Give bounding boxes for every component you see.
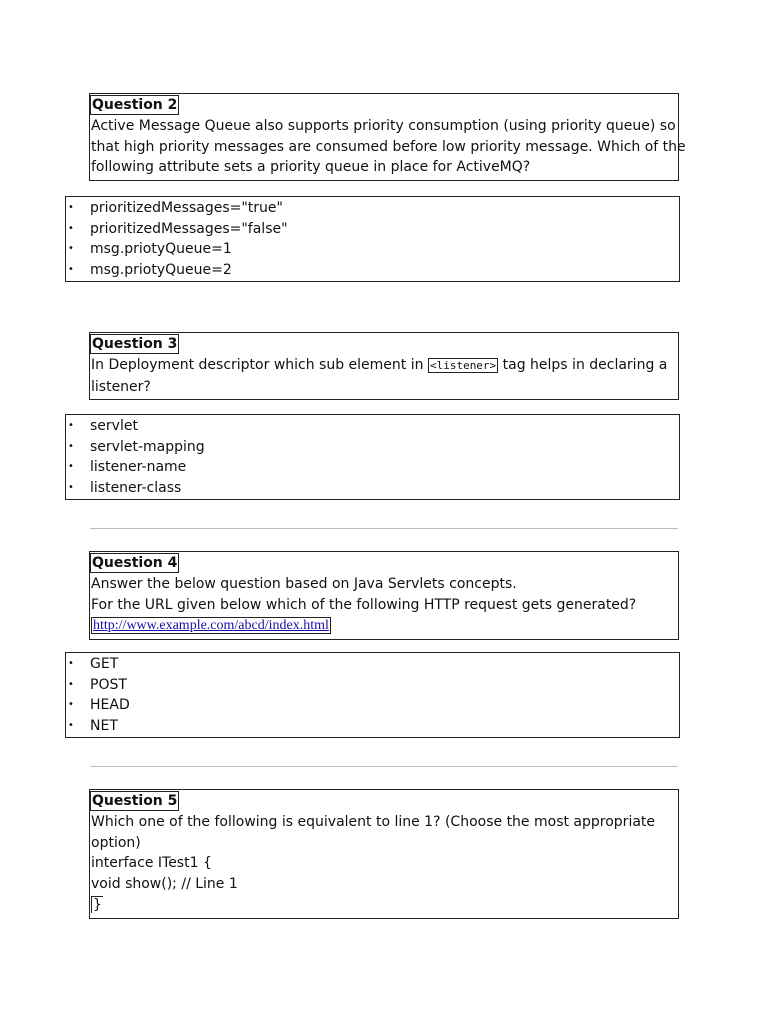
bullet-icon: • [68, 440, 74, 452]
option-label: servlet-mapping [90, 438, 205, 455]
question-text-line [90, 355, 678, 377]
question-text-line: Answer the below question based on Java Servlets concepts. [91, 575, 517, 592]
option-item[interactable] [66, 716, 679, 737]
bullet-icon: • [68, 719, 74, 731]
option-item[interactable] [66, 478, 679, 499]
bullet-icon: • [68, 481, 74, 493]
bullet-icon: • [68, 699, 74, 711]
option-label: listener-class [90, 479, 182, 496]
code-line [90, 895, 678, 916]
bullet-icon: • [68, 658, 74, 669]
listener-code-tag: <listener> [429, 358, 497, 372]
question-text-line: following attribute sets a priority queue in place for ActiveMQ? [91, 159, 531, 176]
question-text-line: Active Message Queue also supports priority consumption (using priority queue) so [91, 117, 676, 134]
option-label: msg.priotyQueue=1 [90, 241, 232, 258]
question-4-options [65, 652, 680, 738]
option-label: listener-name [90, 459, 187, 476]
option-label: HEAD [90, 697, 130, 714]
option-item[interactable] [66, 219, 679, 240]
question-2-box [89, 93, 686, 181]
question-text-line: Which one of the following is equivalent to line 1? (Choose the most appropriate [91, 813, 656, 830]
option-item[interactable] [66, 437, 679, 458]
question-text-line [90, 615, 678, 637]
option-item[interactable] [66, 239, 679, 260]
question-3-box [89, 332, 679, 400]
question-4-box [89, 551, 679, 640]
bullet-icon: • [68, 263, 74, 275]
question-5-box [89, 789, 679, 919]
option-item[interactable] [66, 654, 679, 675]
question-text-line: For the URL given below which of the following HTTP request gets generated? [91, 596, 637, 613]
code-line: interface ITest1 { [91, 855, 212, 872]
option-item[interactable] [66, 198, 679, 219]
question-text: In Deployment descriptor which sub element in [91, 356, 428, 373]
option-item[interactable] [66, 457, 679, 478]
bullet-icon: • [68, 461, 74, 473]
option-label: GET [90, 656, 119, 672]
option-label: NET [90, 717, 118, 734]
bullet-icon: • [68, 202, 74, 213]
option-item[interactable] [66, 675, 679, 696]
question-title: Question 3 [92, 336, 178, 352]
option-item[interactable] [66, 416, 679, 437]
question-title: Question 4 [92, 555, 178, 571]
section-divider [90, 528, 678, 529]
question-text-line: that high priority messages are consumed before low priority message. Which of the [91, 138, 686, 155]
question-2-options [65, 196, 680, 282]
example-url-link[interactable]: http://www.example.com/abcd/index.html [93, 618, 329, 634]
bullet-icon: • [68, 420, 74, 431]
option-label: prioritizedMessages="true" [90, 200, 283, 216]
option-label: POST [90, 676, 127, 693]
code-line: void show(); // Line 1 [91, 876, 238, 893]
bullet-icon: • [68, 243, 74, 255]
question-3-options [65, 414, 680, 500]
section-divider [90, 766, 678, 767]
closing-brace: } [93, 896, 102, 913]
option-label: msg.priotyQueue=2 [90, 261, 232, 278]
option-label: servlet [90, 418, 138, 434]
bullet-icon: • [68, 222, 74, 234]
question-text-line: listener? [91, 378, 151, 395]
option-item[interactable] [66, 695, 679, 716]
question-text-line: option) [91, 834, 141, 851]
option-label: prioritizedMessages="false" [90, 220, 288, 237]
bullet-icon: • [68, 678, 74, 690]
question-text: tag helps in declaring a [498, 356, 668, 373]
question-title: Question 5 [92, 793, 178, 809]
question-title: Question 2 [92, 97, 178, 113]
option-item[interactable] [66, 260, 679, 281]
